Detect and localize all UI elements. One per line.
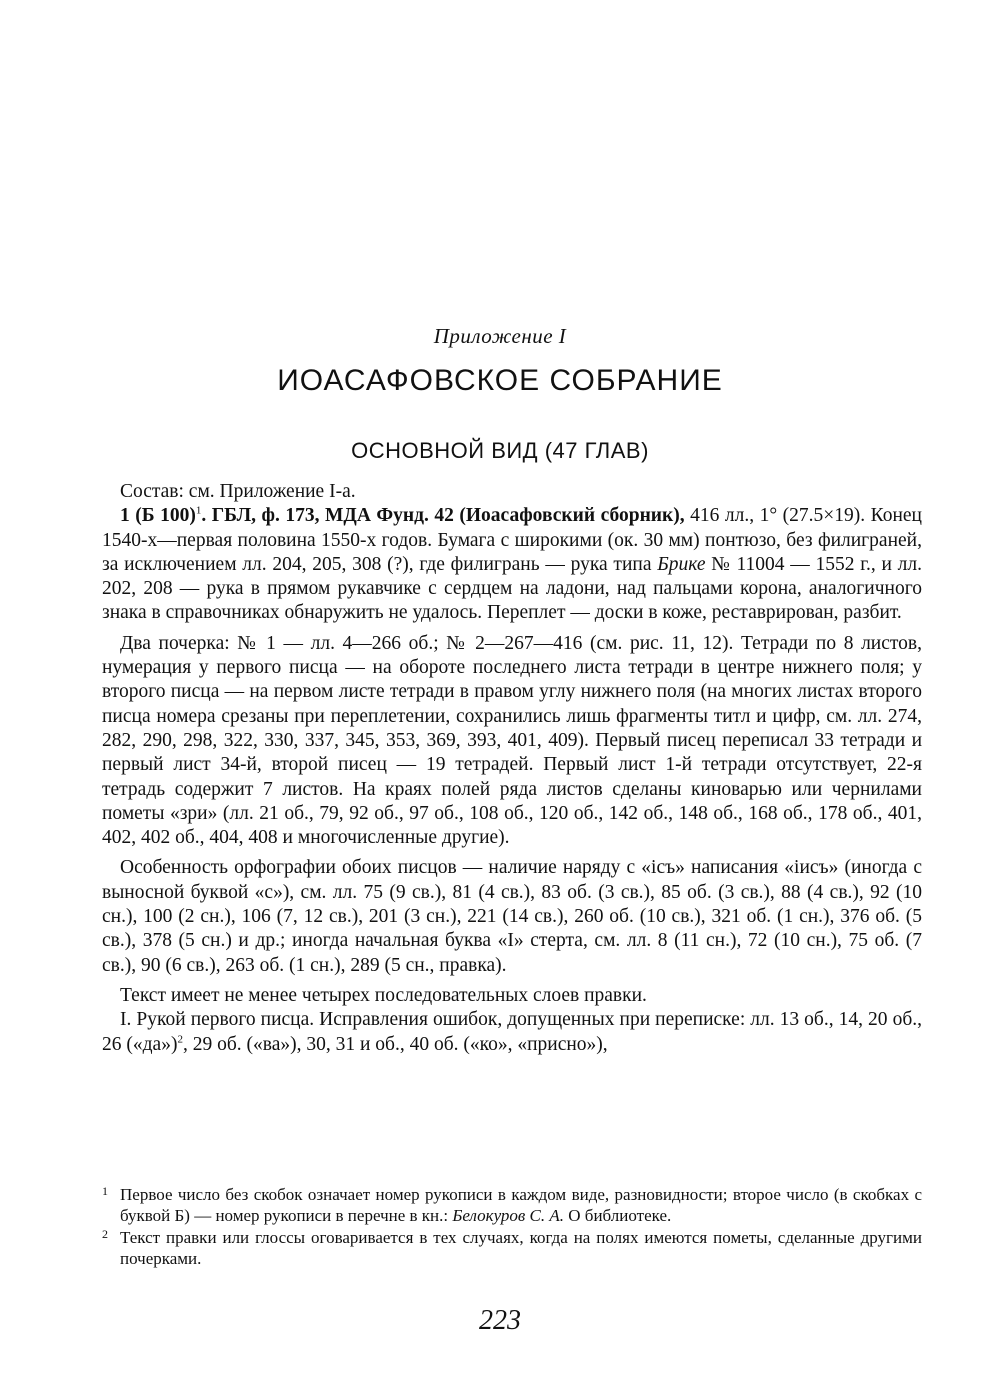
page-number: 223 <box>479 1305 521 1336</box>
footnote-text-cont: О библиотеке. <box>564 1206 672 1226</box>
section-subtitle: ОСНОВНОЙ ВИД (47 ГЛАВ) <box>351 438 649 463</box>
footnote-author-italic: Белокуров С. А. <box>452 1206 565 1226</box>
footnote-number: 1 <box>102 1184 108 1198</box>
first-hand-text-cont: , 29 об. («ва»), 30, 31 и об., 40 об. («ко», «присно»), <box>182 1033 608 1055</box>
entry-heading: 1 (Б 100) <box>120 505 196 527</box>
footnote-ref-1: 1 <box>195 504 202 517</box>
paragraph-hands: Два почерка: № 1 — лл. 4—266 об.; № 2—267—416 (см. рис. 11, 12). Тетради по 8 листов, нумерация у первого писца — на обороте последнего листа тетради в центре нижнего поля; у второго писца — на первом листе тетради в правом углу нижнего поля (на многих листах второго писца номера срезаны при переплетении, сохранились лишь фрагменты титл и цифр, см. лл. 274, 282, 290, 298, 322, 330, 337, 345, 353, 369, 393, 401, 409). Первый писец переписал 33 тетради и первый лист 34-й, второй писец — 19 тетрадей. Первый лист 1-й тетради отсутствует, 22-я тетрадь содержит 7 листов. На краях полей ряда листов сделаны киноварью или чернилами пометы «зри» (лл. 21 об., 79, 92 об., 97 об., 108 об., 120 об., 142 об., 148 об., 168 об., 178 об., 401, 402, 402 об., 404, 408 и многочисленные другие). <box>102 632 922 849</box>
footnote-ref-2: 2 <box>177 1033 183 1046</box>
entry-reference-italic: Брике <box>657 553 706 575</box>
body-text <box>102 480 922 1057</box>
footnote-2 <box>102 1227 922 1270</box>
footnote-1 <box>102 1184 922 1227</box>
footnote-text: Первое число без скобок означает номер рукописи в каждом виде, разновидности; второе число (в скобках с буквой Б) — номер рукописи в перечне в кн.: <box>120 1185 922 1226</box>
footnote-text: Текст правки или глоссы оговаривается в тех случаях, когда на полях имеются пометы, сделанные другими почерками. <box>120 1227 922 1268</box>
footnotes <box>102 1184 922 1269</box>
paragraph-layers: Текст имеет не менее четырех последовательных слоев правки. <box>120 984 647 1006</box>
main-title: ИОАСАФОВСКОЕ СОБРАНИЕ <box>277 364 723 397</box>
manuscript-entry <box>102 504 922 625</box>
composition-line: Состав: см. Приложение I-а. <box>120 481 356 502</box>
footnote-number: 2 <box>102 1226 108 1241</box>
entry-heading-cont: . ГБЛ, ф. 173, МДА Фунд. 42 (Иоасафовский сборник), <box>201 505 685 527</box>
entry-description-cont: № 11004 — 1552 г., и лл. 202, 208 — рука в прямом рукавчике с сердцем на ладони, над пальцами корона, аналогичного знака в справочниках обнаружить не удалось. Переплет — доски в коже, реставрирован, разбит. <box>102 553 922 624</box>
entry-description: 416 лл., 1° (27.5×19). Конец 1540-х—первая половина 1550-х годов. Бумага с широкими (ок. 30 мм) понтюзо, без филиграней, за исключением лл. 204, 205, 308 (?), где филигрань — рука типа <box>102 505 922 575</box>
paragraph-orthography: Особенность орфографии обоих писцов — наличие наряду с «iсъ» написания «iисъ» (иногда с выносной буквой «с»), см. лл. 75 (9 св.), 81 (4 св.), 83 об. (3 св.), 85 об. (3 св.), 88 (4 св.), 92 (10 сн.), 100 (2 сн.), 106 (7, 12 св.), 201 (3 сн.), 221 (14 св.), 260 об. (10 св.), 321 об. (1 сн.), 376 об. (5 св.), 378 (5 сн.) и др.; иногда начальная буква «I» стерта, см. лл. 8 (11 сн.), 72 (10 сн.), 75 об. (7 св.), 90 (6 св.), 263 об. (1 сн.), 289 (5 сн., правка). <box>102 857 922 976</box>
paragraph-first-hand <box>102 1008 922 1057</box>
appendix-label: Приложение I <box>433 324 567 348</box>
first-hand-text: I. Рукой первого писца. Исправления ошибок, допущенных при переписке: лл. 13 об., 14, 20 об., 26 («да») <box>102 1009 922 1055</box>
